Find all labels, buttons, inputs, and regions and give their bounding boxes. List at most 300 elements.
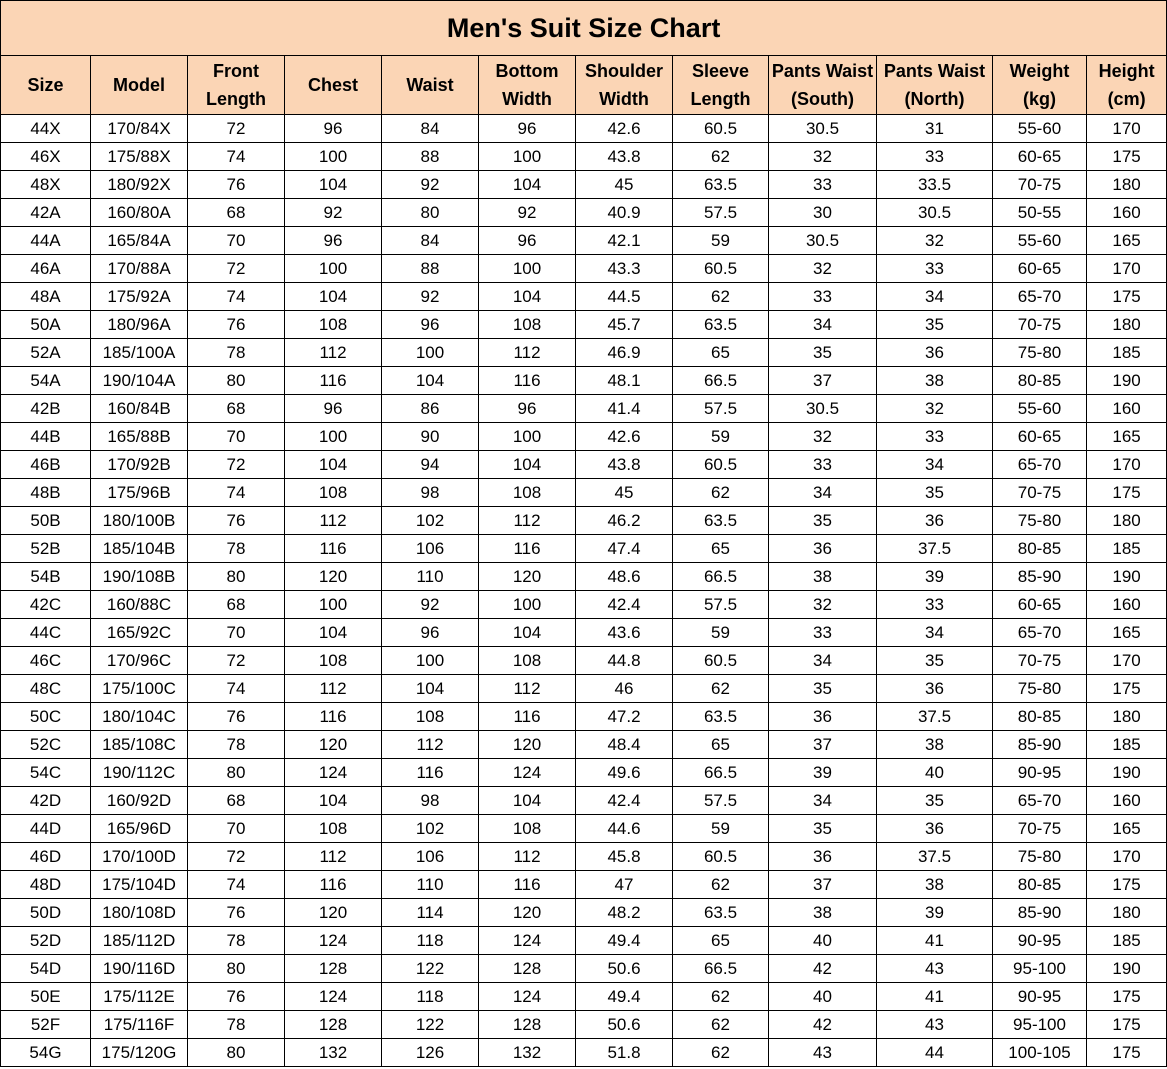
table-cell: 36 <box>769 703 877 731</box>
table-cell: 112 <box>285 675 382 703</box>
column-header <box>993 56 1087 115</box>
table-cell: 35 <box>877 311 993 339</box>
table-cell: 90-95 <box>993 759 1087 787</box>
column-header-line1: Model <box>113 75 165 95</box>
table-cell: 112 <box>285 843 382 871</box>
table-cell: 43 <box>877 1011 993 1039</box>
table-cell: 35 <box>769 507 877 535</box>
table-cell: 175 <box>1087 871 1167 899</box>
table-cell: 185/104B <box>91 535 188 563</box>
table-cell: 68 <box>188 787 285 815</box>
table-cell: 42.4 <box>576 787 673 815</box>
table-cell: 85-90 <box>993 899 1087 927</box>
column-header-line1: Sleeve <box>691 61 750 81</box>
table-cell: 108 <box>382 703 479 731</box>
column-header-line1: Shoulder <box>584 61 663 81</box>
table-cell: 48.4 <box>576 731 673 759</box>
table-cell: 78 <box>188 927 285 955</box>
table-cell: 190/112C <box>91 759 188 787</box>
table-cell: 35 <box>877 479 993 507</box>
table-cell: 34 <box>769 479 877 507</box>
table-cell: 70 <box>188 227 285 255</box>
table-cell: 59 <box>673 619 769 647</box>
table-cell: 80-85 <box>993 367 1087 395</box>
table-cell: 33.5 <box>877 171 993 199</box>
table-cell: 38 <box>877 871 993 899</box>
table-cell: 43 <box>769 1039 877 1067</box>
table-cell: 170 <box>1087 115 1167 143</box>
table-cell: 44.5 <box>576 283 673 311</box>
table-cell: 52B <box>1 535 91 563</box>
table-cell: 59 <box>673 815 769 843</box>
table-cell: 104 <box>285 787 382 815</box>
table-cell: 86 <box>382 395 479 423</box>
column-header <box>877 56 993 115</box>
table-cell: 95-100 <box>993 955 1087 983</box>
table-cell: 32 <box>769 143 877 171</box>
table-cell: 41.4 <box>576 395 673 423</box>
table-cell: 124 <box>479 927 576 955</box>
table-cell: 180/92X <box>91 171 188 199</box>
table-cell: 32 <box>877 395 993 423</box>
table-row <box>1 199 1167 227</box>
table-cell: 35 <box>769 675 877 703</box>
table-cell: 66.5 <box>673 955 769 983</box>
table-cell: 175/92A <box>91 283 188 311</box>
table-cell: 50C <box>1 703 91 731</box>
table-cell: 185 <box>1087 731 1167 759</box>
table-cell: 175/100C <box>91 675 188 703</box>
table-row <box>1 647 1167 675</box>
table-cell: 116 <box>479 535 576 563</box>
table-cell: 32 <box>769 423 877 451</box>
table-cell: 34 <box>877 451 993 479</box>
table-cell: 104 <box>479 787 576 815</box>
table-cell: 65 <box>673 731 769 759</box>
table-cell: 100 <box>479 255 576 283</box>
table-cell: 47.4 <box>576 535 673 563</box>
table-cell: 37.5 <box>877 535 993 563</box>
table-cell: 80-85 <box>993 871 1087 899</box>
table-cell: 160/84B <box>91 395 188 423</box>
table-cell: 52C <box>1 731 91 759</box>
table-cell: 30.5 <box>769 227 877 255</box>
table-cell: 80-85 <box>993 703 1087 731</box>
table-cell: 128 <box>285 955 382 983</box>
table-cell: 96 <box>479 395 576 423</box>
table-cell: 31 <box>877 115 993 143</box>
column-header-line1: Pants Waist <box>883 61 986 81</box>
table-cell: 57.5 <box>673 591 769 619</box>
column-header-line2: Length <box>206 89 266 109</box>
table-cell: 62 <box>673 1039 769 1067</box>
table-cell: 112 <box>479 675 576 703</box>
column-header-line1: Height <box>1098 61 1155 81</box>
table-row <box>1 759 1167 787</box>
table-cell: 76 <box>188 507 285 535</box>
table-cell: 37 <box>769 871 877 899</box>
table-cell: 40.9 <box>576 199 673 227</box>
table-cell: 175/104D <box>91 871 188 899</box>
table-cell: 116 <box>479 703 576 731</box>
table-cell: 70-75 <box>993 311 1087 339</box>
column-header-line1: Waist <box>406 75 454 95</box>
table-cell: 88 <box>382 255 479 283</box>
table-cell: 84 <box>382 227 479 255</box>
table-cell: 165/84A <box>91 227 188 255</box>
column-header <box>382 56 479 115</box>
table-row <box>1 1039 1167 1067</box>
table-row <box>1 563 1167 591</box>
table-cell: 70-75 <box>993 171 1087 199</box>
table-cell: 30.5 <box>769 395 877 423</box>
table-cell: 116 <box>479 367 576 395</box>
table-cell: 132 <box>285 1039 382 1067</box>
table-cell: 46C <box>1 647 91 675</box>
table-cell: 54D <box>1 955 91 983</box>
table-cell: 128 <box>285 1011 382 1039</box>
table-cell: 44A <box>1 227 91 255</box>
table-cell: 55-60 <box>993 115 1087 143</box>
table-cell: 75-80 <box>993 339 1087 367</box>
table-cell: 54B <box>1 563 91 591</box>
table-cell: 50.6 <box>576 955 673 983</box>
table-cell: 78 <box>188 339 285 367</box>
table-cell: 60.5 <box>673 115 769 143</box>
table-cell: 92 <box>285 199 382 227</box>
table-row <box>1 787 1167 815</box>
column-header <box>576 56 673 115</box>
table-cell: 72 <box>188 647 285 675</box>
table-cell: 32 <box>877 227 993 255</box>
table-cell: 34 <box>877 283 993 311</box>
table-cell: 43.8 <box>576 451 673 479</box>
table-cell: 46B <box>1 451 91 479</box>
table-cell: 41 <box>877 983 993 1011</box>
table-cell: 34 <box>769 787 877 815</box>
table-cell: 160/92D <box>91 787 188 815</box>
table-cell: 46.2 <box>576 507 673 535</box>
table-row <box>1 171 1167 199</box>
table-cell: 104 <box>285 283 382 311</box>
table-cell: 33 <box>877 423 993 451</box>
table-cell: 170/88A <box>91 255 188 283</box>
table-cell: 104 <box>285 619 382 647</box>
column-header-line1: Size <box>27 75 64 95</box>
table-cell: 170 <box>1087 647 1167 675</box>
table-cell: 76 <box>188 983 285 1011</box>
table-cell: 44C <box>1 619 91 647</box>
table-row <box>1 507 1167 535</box>
table-cell: 102 <box>382 507 479 535</box>
table-cell: 35 <box>877 647 993 675</box>
table-cell: 185/100A <box>91 339 188 367</box>
table-cell: 42.6 <box>576 423 673 451</box>
table-cell: 65 <box>673 927 769 955</box>
column-header <box>769 56 877 115</box>
column-header <box>1087 56 1167 115</box>
table-cell: 108 <box>479 647 576 675</box>
table-cell: 54A <box>1 367 91 395</box>
column-header-line1: Chest <box>307 75 358 95</box>
table-cell: 112 <box>285 507 382 535</box>
table-cell: 60.5 <box>673 255 769 283</box>
table-cell: 116 <box>479 871 576 899</box>
table-row <box>1 675 1167 703</box>
table-cell: 65-70 <box>993 787 1087 815</box>
table-cell: 60.5 <box>673 843 769 871</box>
table-cell: 175/120G <box>91 1039 188 1067</box>
table-cell: 80 <box>188 759 285 787</box>
table-cell: 33 <box>877 143 993 171</box>
table-cell: 65-70 <box>993 451 1087 479</box>
column-header-line2: (cm) <box>1107 89 1146 109</box>
table-cell: 41 <box>877 927 993 955</box>
table-cell: 42 <box>769 1011 877 1039</box>
table-cell: 165 <box>1087 423 1167 451</box>
column-header-line1: Pants Waist <box>771 61 874 81</box>
table-cell: 49.4 <box>576 983 673 1011</box>
table-cell: 42B <box>1 395 91 423</box>
table-cell: 100 <box>382 339 479 367</box>
table-cell: 46D <box>1 843 91 871</box>
table-cell: 42D <box>1 787 91 815</box>
table-cell: 46A <box>1 255 91 283</box>
table-cell: 112 <box>479 507 576 535</box>
table-cell: 42 <box>769 955 877 983</box>
table-cell: 50.6 <box>576 1011 673 1039</box>
table-cell: 96 <box>479 115 576 143</box>
table-cell: 175/88X <box>91 143 188 171</box>
table-cell: 96 <box>382 619 479 647</box>
table-cell: 36 <box>877 339 993 367</box>
table-cell: 33 <box>769 451 877 479</box>
table-cell: 36 <box>769 843 877 871</box>
table-cell: 74 <box>188 675 285 703</box>
table-row <box>1 731 1167 759</box>
table-row <box>1 591 1167 619</box>
table-cell: 108 <box>479 815 576 843</box>
table-cell: 38 <box>877 731 993 759</box>
table-cell: 62 <box>673 983 769 1011</box>
table-cell: 80 <box>382 199 479 227</box>
table-row <box>1 367 1167 395</box>
table-cell: 36 <box>769 535 877 563</box>
table-row <box>1 395 1167 423</box>
table-cell: 70-75 <box>993 815 1087 843</box>
table-cell: 112 <box>479 339 576 367</box>
table-cell: 75-80 <box>993 507 1087 535</box>
table-cell: 84 <box>382 115 479 143</box>
table-row <box>1 619 1167 647</box>
table-cell: 190 <box>1087 563 1167 591</box>
table-cell: 63.5 <box>673 171 769 199</box>
table-cell: 88 <box>382 143 479 171</box>
table-cell: 185 <box>1087 927 1167 955</box>
table-cell: 65 <box>673 535 769 563</box>
table-cell: 54G <box>1 1039 91 1067</box>
table-cell: 108 <box>285 479 382 507</box>
table-cell: 120 <box>479 899 576 927</box>
table-cell: 37.5 <box>877 703 993 731</box>
table-cell: 68 <box>188 395 285 423</box>
column-header <box>479 56 576 115</box>
table-cell: 68 <box>188 199 285 227</box>
table-cell: 45 <box>576 171 673 199</box>
table-cell: 63.5 <box>673 703 769 731</box>
table-cell: 42.4 <box>576 591 673 619</box>
table-cell: 175 <box>1087 675 1167 703</box>
table-cell: 70 <box>188 423 285 451</box>
table-cell: 120 <box>285 899 382 927</box>
table-cell: 120 <box>285 731 382 759</box>
table-cell: 43.8 <box>576 143 673 171</box>
table-cell: 49.4 <box>576 927 673 955</box>
table-cell: 35 <box>769 339 877 367</box>
table-cell: 102 <box>382 815 479 843</box>
table-cell: 80 <box>188 1039 285 1067</box>
table-cell: 100 <box>285 255 382 283</box>
table-cell: 52F <box>1 1011 91 1039</box>
table-cell: 33 <box>769 619 877 647</box>
table-cell: 170 <box>1087 451 1167 479</box>
table-cell: 33 <box>877 591 993 619</box>
table-cell: 110 <box>382 563 479 591</box>
table-row <box>1 1011 1167 1039</box>
table-cell: 100 <box>479 591 576 619</box>
table-cell: 44B <box>1 423 91 451</box>
chart-title: Men's Suit Size Chart <box>1 1 1167 56</box>
table-cell: 39 <box>877 563 993 591</box>
table-cell: 48C <box>1 675 91 703</box>
table-cell: 124 <box>285 759 382 787</box>
table-cell: 100 <box>285 591 382 619</box>
table-cell: 42A <box>1 199 91 227</box>
table-cell: 50-55 <box>993 199 1087 227</box>
table-cell: 92 <box>382 171 479 199</box>
table-cell: 33 <box>877 255 993 283</box>
table-cell: 30.5 <box>877 199 993 227</box>
table-cell: 78 <box>188 731 285 759</box>
table-cell: 116 <box>285 703 382 731</box>
table-cell: 54C <box>1 759 91 787</box>
table-cell: 180/108D <box>91 899 188 927</box>
table-cell: 100 <box>285 143 382 171</box>
table-cell: 120 <box>479 563 576 591</box>
table-cell: 34 <box>769 311 877 339</box>
table-cell: 39 <box>769 759 877 787</box>
table-cell: 62 <box>673 675 769 703</box>
table-cell: 47.2 <box>576 703 673 731</box>
table-cell: 180 <box>1087 507 1167 535</box>
table-cell: 43 <box>877 955 993 983</box>
table-cell: 62 <box>673 283 769 311</box>
table-cell: 60-65 <box>993 591 1087 619</box>
table-cell: 108 <box>479 479 576 507</box>
table-cell: 185 <box>1087 535 1167 563</box>
table-row <box>1 983 1167 1011</box>
table-cell: 106 <box>382 535 479 563</box>
table-cell: 104 <box>479 451 576 479</box>
table-cell: 65-70 <box>993 283 1087 311</box>
table-cell: 92 <box>382 591 479 619</box>
table-cell: 175 <box>1087 283 1167 311</box>
table-cell: 106 <box>382 843 479 871</box>
table-cell: 96 <box>382 311 479 339</box>
table-cell: 51.8 <box>576 1039 673 1067</box>
table-cell: 76 <box>188 171 285 199</box>
column-header-line1: Bottom <box>495 61 559 81</box>
table-cell: 124 <box>285 983 382 1011</box>
table-cell: 160/88C <box>91 591 188 619</box>
table-row <box>1 339 1167 367</box>
table-cell: 74 <box>188 143 285 171</box>
table-cell: 78 <box>188 535 285 563</box>
table-cell: 128 <box>479 1011 576 1039</box>
table-cell: 44X <box>1 115 91 143</box>
table-row <box>1 423 1167 451</box>
table-row <box>1 115 1167 143</box>
table-cell: 112 <box>479 843 576 871</box>
table-cell: 62 <box>673 143 769 171</box>
table-cell: 160/80A <box>91 199 188 227</box>
table-cell: 44.8 <box>576 647 673 675</box>
table-cell: 60.5 <box>673 451 769 479</box>
table-cell: 122 <box>382 955 479 983</box>
table-cell: 108 <box>285 311 382 339</box>
table-cell: 104 <box>479 619 576 647</box>
table-cell: 90-95 <box>993 983 1087 1011</box>
table-cell: 180 <box>1087 311 1167 339</box>
table-cell: 62 <box>673 871 769 899</box>
table-cell: 72 <box>188 451 285 479</box>
column-header <box>1 56 91 115</box>
table-cell: 43.6 <box>576 619 673 647</box>
table-cell: 94 <box>382 451 479 479</box>
table-cell: 52D <box>1 927 91 955</box>
table-cell: 76 <box>188 703 285 731</box>
table-row <box>1 899 1167 927</box>
table-cell: 175/96B <box>91 479 188 507</box>
table-cell: 44 <box>877 1039 993 1067</box>
table-cell: 96 <box>285 115 382 143</box>
table-row <box>1 451 1167 479</box>
table-cell: 116 <box>285 367 382 395</box>
table-cell: 66.5 <box>673 367 769 395</box>
table-cell: 170/100D <box>91 843 188 871</box>
table-cell: 104 <box>479 283 576 311</box>
table-cell: 95-100 <box>993 1011 1087 1039</box>
table-cell: 52A <box>1 339 91 367</box>
table-cell: 175 <box>1087 479 1167 507</box>
table-cell: 126 <box>382 1039 479 1067</box>
table-cell: 70 <box>188 815 285 843</box>
table-cell: 62 <box>673 479 769 507</box>
table-cell: 42C <box>1 591 91 619</box>
table-cell: 185/108C <box>91 731 188 759</box>
table-cell: 57.5 <box>673 199 769 227</box>
table-cell: 124 <box>479 759 576 787</box>
column-header <box>285 56 382 115</box>
table-cell: 35 <box>769 815 877 843</box>
column-header-line1: Weight <box>1009 61 1070 81</box>
column-header-line2: (kg) <box>1023 89 1056 109</box>
table-cell: 80-85 <box>993 535 1087 563</box>
table-cell: 49.6 <box>576 759 673 787</box>
table-cell: 34 <box>877 619 993 647</box>
table-cell: 33 <box>769 171 877 199</box>
table-cell: 38 <box>877 367 993 395</box>
